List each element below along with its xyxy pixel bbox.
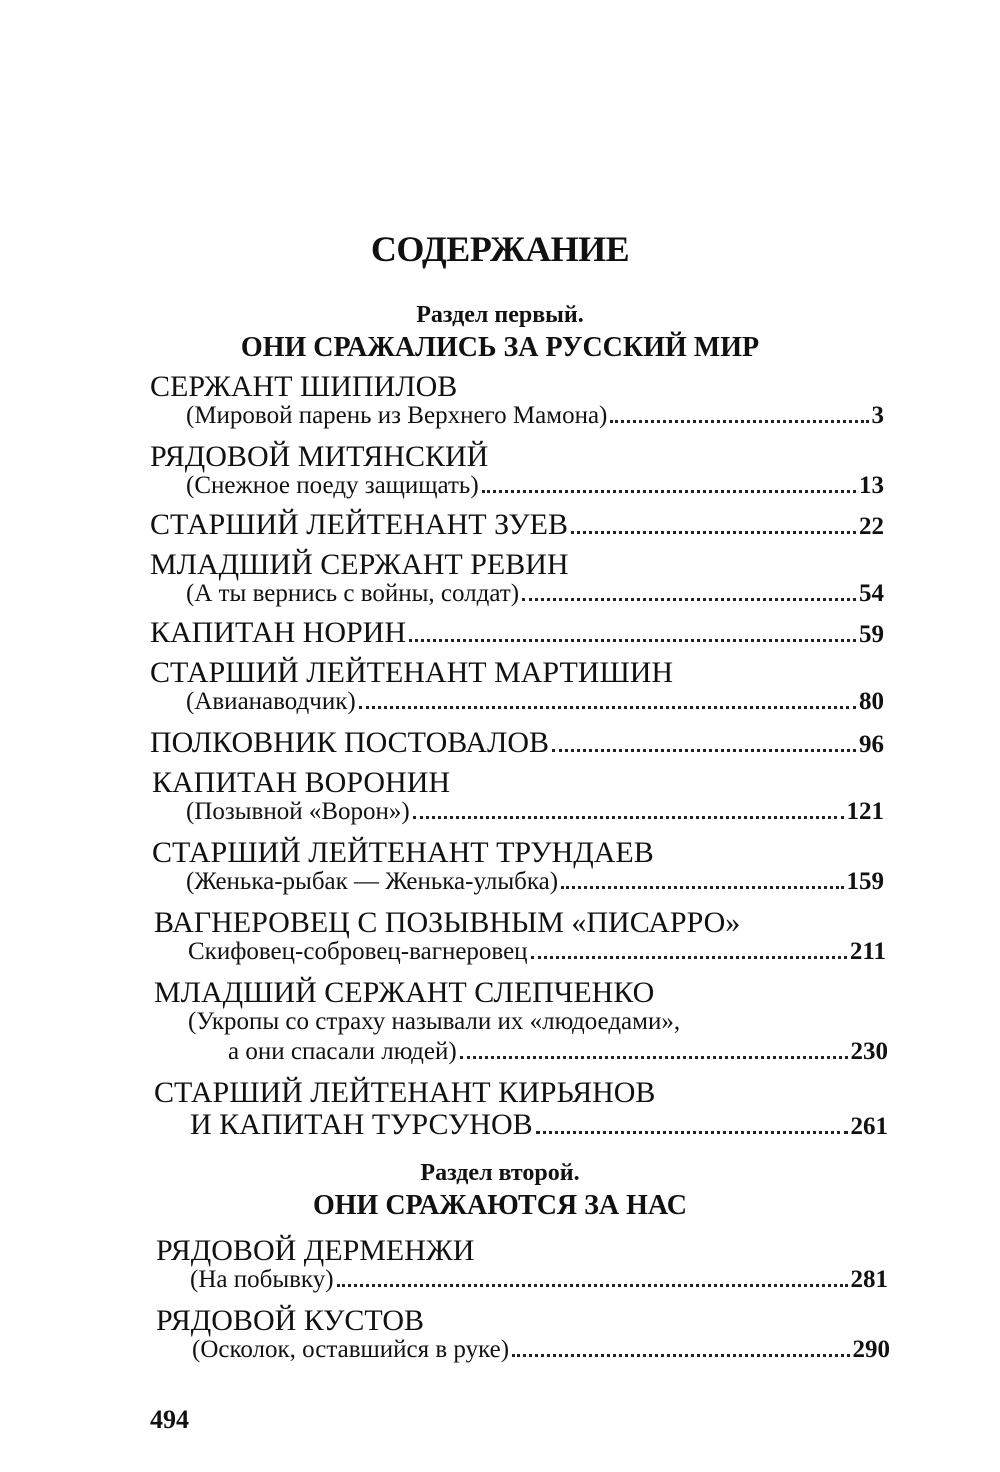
entry-subtitle: (Позывной «Ворон») [186, 798, 410, 825]
entry-title-line-2: И КАПИТАН ТУРСУНОВ [190, 1108, 533, 1141]
section-2-title: ОНИ СРАЖАЮТСЯ ЗА НАС [313, 1190, 687, 1221]
toc-entry-norin[interactable] [150, 616, 884, 652]
page-number: 54 [859, 580, 884, 607]
entry-subtitle: (Женька-рыбак — Женька-улыбка) [186, 868, 559, 895]
toc-entry-revin[interactable] [186, 578, 884, 610]
entry-subtitle: (Осколок, оставшийся в руке) [192, 1336, 510, 1363]
toc-entry-martishin[interactable] [186, 686, 884, 718]
entry-title: СТАРШИЙ ЛЕЙТЕНАНТ ЗУЕВ [150, 508, 568, 541]
entry-subtitle: (На побывку) [190, 1266, 334, 1293]
entry-title-slepchenko: МЛАДШИЙ СЕРЖАНТ СЛЕПЧЕНКО [154, 976, 655, 1009]
entry-title: ПОЛКОВНИК ПОСТОВАЛОВ [150, 726, 550, 759]
toc-entry-kustov[interactable] [192, 1334, 890, 1366]
entry-subtitle: (Мировой парень из Верхнего Мамона) [186, 402, 608, 429]
page-number: 96 [859, 731, 884, 758]
page-number: 159 [846, 868, 884, 895]
entry-title-kustov: РЯДОВОЙ КУСТОВ [156, 1304, 425, 1337]
dot-leader [460, 1056, 848, 1059]
page-number: 261 [850, 1113, 888, 1140]
dot-leader [409, 639, 856, 642]
page-number: 13 [859, 472, 884, 499]
entry-title-martishin: СТАРШИЙ ЛЕЙТЕНАНТ МАРТИШИН [150, 656, 674, 689]
toc-entry-voronin[interactable] [186, 796, 884, 828]
page-number: 59 [859, 621, 884, 648]
entry-subtitle: (Авианаводчик) [186, 688, 356, 715]
section-2-label: Раздел второй. [420, 1160, 580, 1186]
entry-subtitle-line-1: (Укропы со страху называли их «людоедами», [188, 1008, 681, 1035]
entry-title-mityansky: РЯДОВОЙ МИТЯНСКИЙ [150, 440, 489, 473]
page-number: 3 [871, 402, 884, 429]
page-number: 22 [859, 513, 884, 540]
dot-leader [512, 1354, 849, 1357]
toc-entry-mityansky[interactable] [186, 470, 884, 502]
toc-entry-trundaev[interactable] [186, 866, 884, 898]
toc-entry-kiryanov[interactable] [190, 1108, 888, 1144]
dot-leader [482, 490, 856, 493]
dot-leader [359, 706, 856, 709]
toc-entry-slepchenko[interactable] [228, 1036, 888, 1068]
page-number: 290 [852, 1336, 890, 1363]
dot-leader [610, 420, 868, 423]
page-number: 211 [849, 938, 886, 965]
section-1-heading [0, 300, 1000, 366]
section-1-label: Раздел первый. [416, 302, 584, 328]
toc-entry-pisarro[interactable] [188, 936, 886, 968]
dot-leader [536, 1131, 848, 1134]
section-1-title: ОНИ СРАЖАЛИСЬ ЗА РУССКИЙ МИР [240, 332, 760, 363]
page-number: 281 [850, 1266, 888, 1293]
entry-subtitle: (Снежное поеду защищать) [186, 472, 479, 499]
entry-title-revin: МЛАДШИЙ СЕРЖАНТ РЕВИН [150, 548, 569, 581]
entry-title: КАПИТАН НОРИН [150, 616, 407, 649]
dot-leader [552, 749, 856, 752]
page-number: 80 [859, 688, 884, 715]
entry-subtitle: (А ты вернись с войны, солдат) [186, 580, 520, 607]
dot-leader [522, 598, 856, 601]
entry-title-shipilov: СЕРЖАНТ ШИПИЛОВ [150, 370, 458, 403]
page-number: 121 [846, 798, 884, 825]
toc-entry-dermenzhi[interactable] [190, 1264, 888, 1296]
dot-leader [571, 531, 856, 534]
page-number: 230 [850, 1038, 888, 1065]
toc-entry-shipilov[interactable] [186, 400, 884, 432]
entry-title-dermenzhi: РЯДОВОЙ ДЕРМЕНЖИ [156, 1234, 475, 1267]
section-2-heading [0, 1158, 1000, 1224]
page-title: СОДЕРЖАНИЕ [370, 229, 630, 269]
entry-title-kiryanov-line-1: СТАРШИЙ ЛЕЙТЕНАНТ КИРЬЯНОВ [154, 1076, 656, 1109]
toc-entry-postovalov[interactable] [150, 726, 884, 762]
entry-title-trundaev: СТАРШИЙ ЛЕЙТЕНАНТ ТРУНДАЕВ [152, 836, 654, 869]
entry-subtitle: Скифовец-собровец-вагнеровец [188, 938, 528, 965]
dot-leader [337, 1284, 848, 1287]
entry-title-pisarro: ВАГНЕРОВЕЦ С ПОЗЫВНЫМ «ПИСАРРО» [154, 906, 741, 939]
dot-leader [561, 886, 843, 889]
entry-subtitle-line-2: а они спасали людей) [228, 1038, 457, 1065]
dot-leader [531, 956, 847, 959]
page-folio: 494 [150, 1405, 189, 1434]
dot-leader [413, 816, 844, 819]
entry-title-voronin: КАПИТАН ВОРОНИН [152, 766, 451, 799]
toc-entry-zuev[interactable] [150, 508, 884, 544]
